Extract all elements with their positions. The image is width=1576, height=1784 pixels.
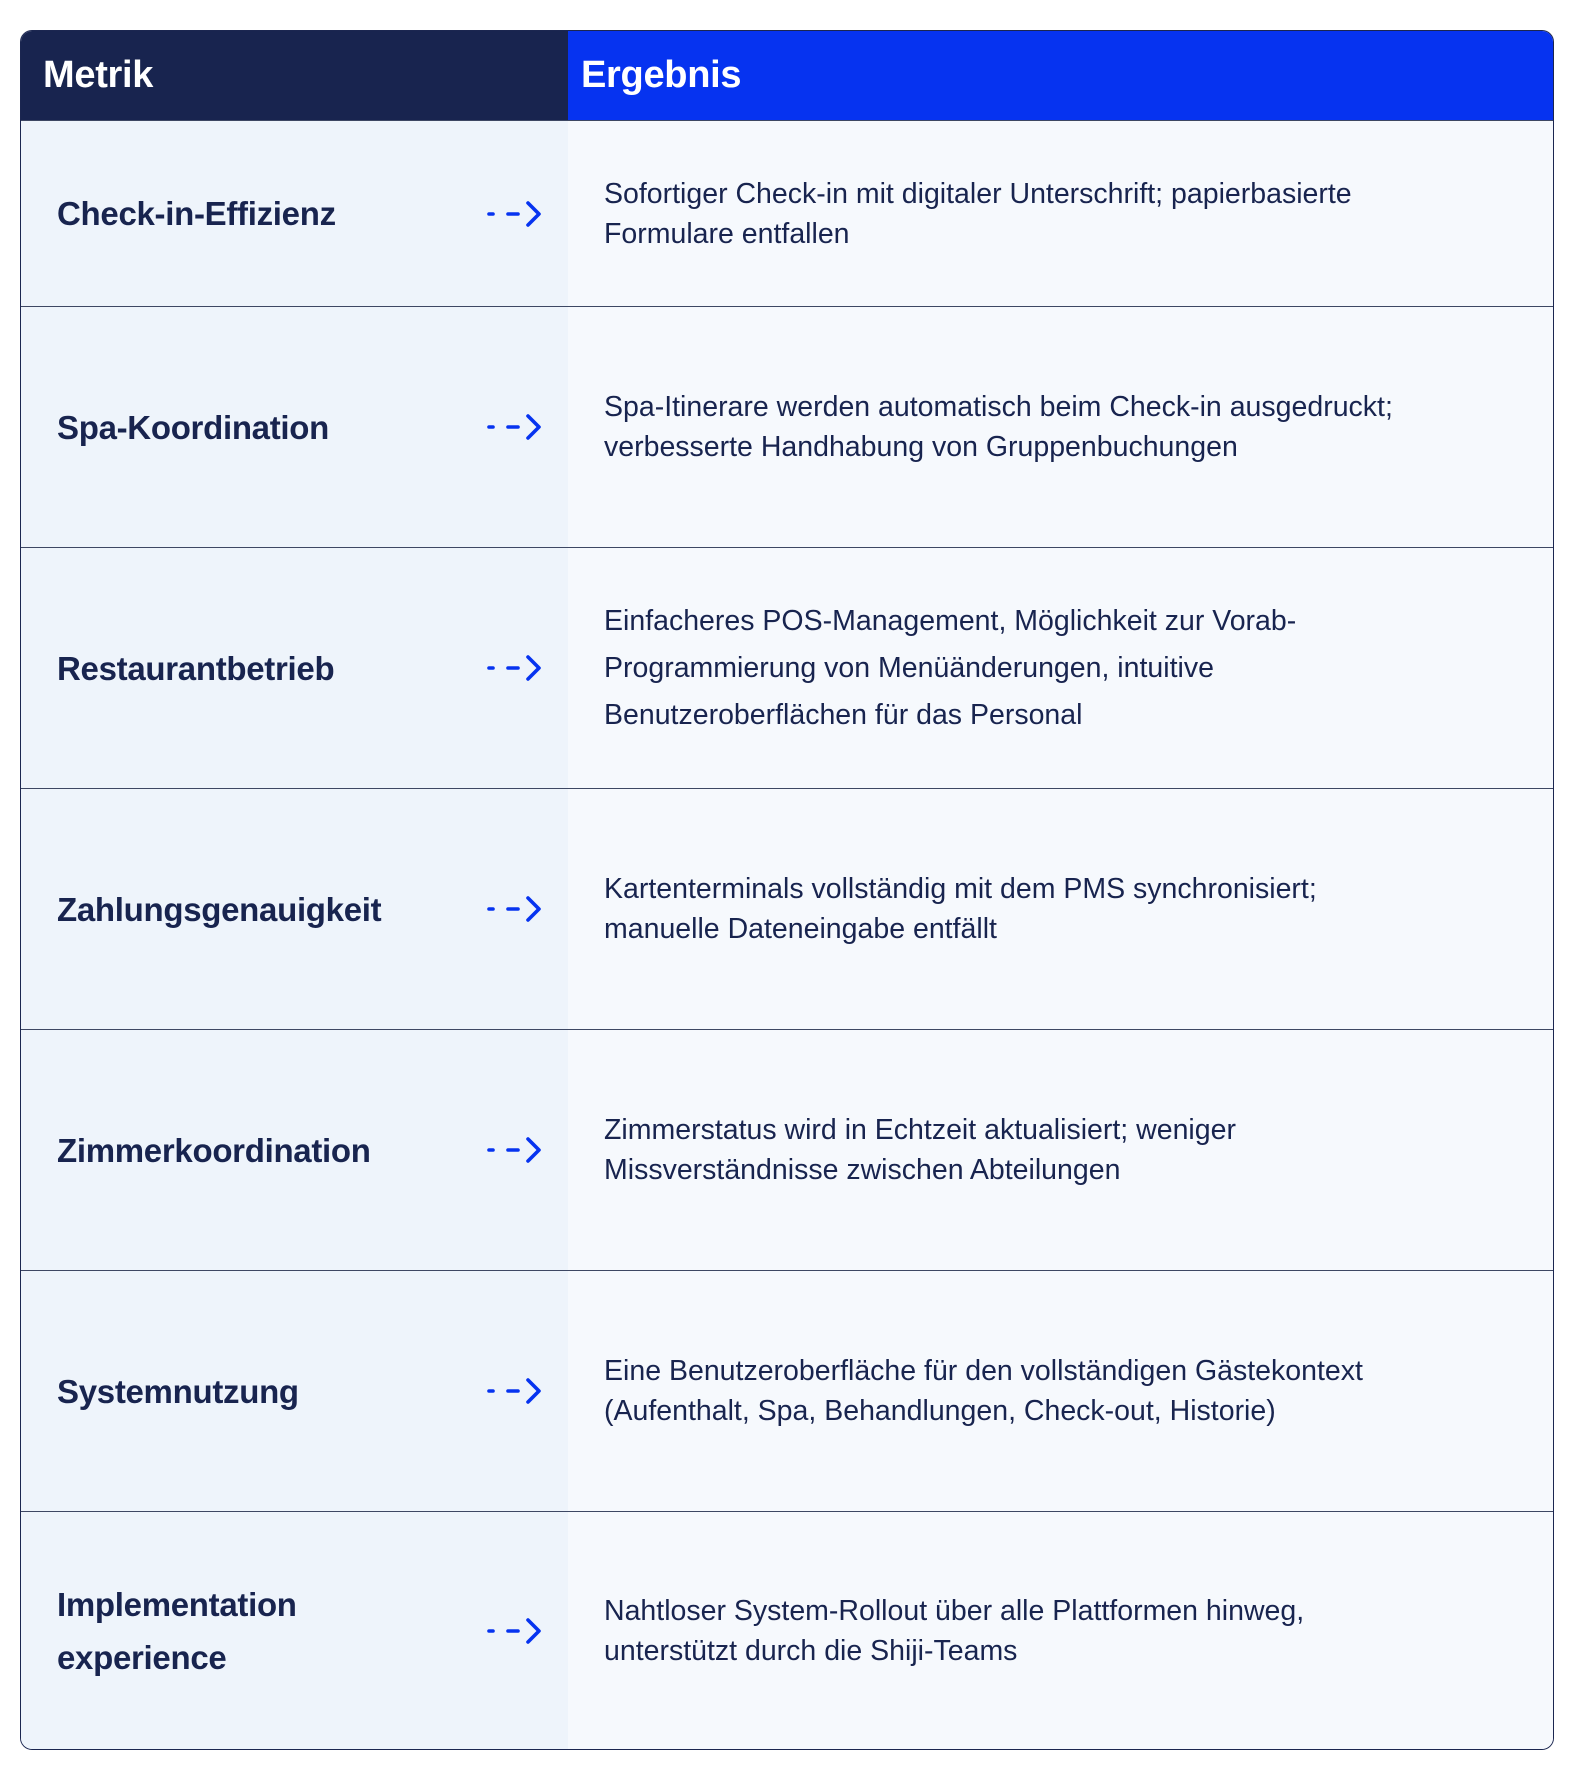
table-header — [21, 31, 1553, 120]
metric-column-header: Metrik — [21, 31, 568, 120]
result-text: Spa-Itinerare werden automatisch beim Check-in ausgedruckt; verbesserte Handhabung von Gruppenbuchungen — [604, 391, 1393, 463]
result-cell — [568, 789, 1553, 1029]
table-row — [21, 1270, 1553, 1511]
result-text: Zimmerstatus wird in Echtzeit aktualisiert; weniger Missverständnisse zwischen Abteilungen — [604, 1114, 1236, 1186]
result-text: Nahtloser System-Rollout über alle Plattformen hinweg, unterstützt durch die Shiji-Teams — [604, 1595, 1305, 1667]
metric-cell — [21, 548, 568, 788]
result-cell — [568, 121, 1553, 306]
metric-cell — [21, 1271, 568, 1511]
result-text: Eine Benutzeroberfläche für den vollständigen Gästekontext (Aufenthalt, Spa, Behandlungen, Check-out, Historie) — [604, 1355, 1363, 1427]
dashed-arrow-icon — [482, 1133, 546, 1167]
metric-cell — [21, 307, 568, 547]
result-cell — [568, 548, 1553, 788]
metric-label: Check-in-Effizienz — [57, 195, 336, 232]
metric-cell — [21, 789, 568, 1029]
metric-label: Zimmerkoordination — [57, 1131, 371, 1169]
result-cell — [568, 307, 1553, 547]
metric-cell — [21, 1030, 568, 1270]
dashed-arrow-icon — [482, 197, 546, 231]
metric-label: Implementation experience — [57, 1586, 297, 1676]
result-text: Sofortiger Check-in mit digitaler Unterschrift; papierbasierte Formulare entfallen — [604, 177, 1352, 250]
metric-cell — [21, 121, 568, 306]
table-row — [21, 547, 1553, 788]
table-row — [21, 306, 1553, 547]
result-column-header: Ergebnis — [568, 31, 1553, 120]
dashed-arrow-icon — [482, 1614, 546, 1648]
table-row — [21, 788, 1553, 1029]
dashed-arrow-icon — [482, 651, 546, 685]
metric-label: Spa-Koordination — [57, 408, 330, 446]
metric-label: Zahlungsgenauigkeit — [57, 890, 382, 928]
table-row — [21, 1511, 1553, 1750]
dashed-arrow-icon — [482, 1374, 546, 1408]
metric-cell — [21, 1512, 568, 1750]
results-table — [20, 30, 1554, 1750]
table-row — [21, 1029, 1553, 1270]
dashed-arrow-icon — [482, 410, 546, 444]
result-cell — [568, 1030, 1553, 1270]
metric-label: Restaurantbetrieb — [57, 649, 335, 687]
dashed-arrow-icon — [482, 892, 546, 926]
result-text: Kartenterminals vollständig mit dem PMS synchronisiert; manuelle Dateneingabe entfällt — [604, 873, 1317, 945]
result-text: Einfacheres POS-Management, Möglichkeit zur Vorab-Programmierung von Menüänderungen, intuitive Benutzeroberflächen für das Personal — [604, 604, 1297, 731]
metric-label: Systemnutzung — [57, 1372, 299, 1410]
table-row — [21, 120, 1553, 306]
result-cell — [568, 1512, 1553, 1750]
result-cell — [568, 1271, 1553, 1511]
